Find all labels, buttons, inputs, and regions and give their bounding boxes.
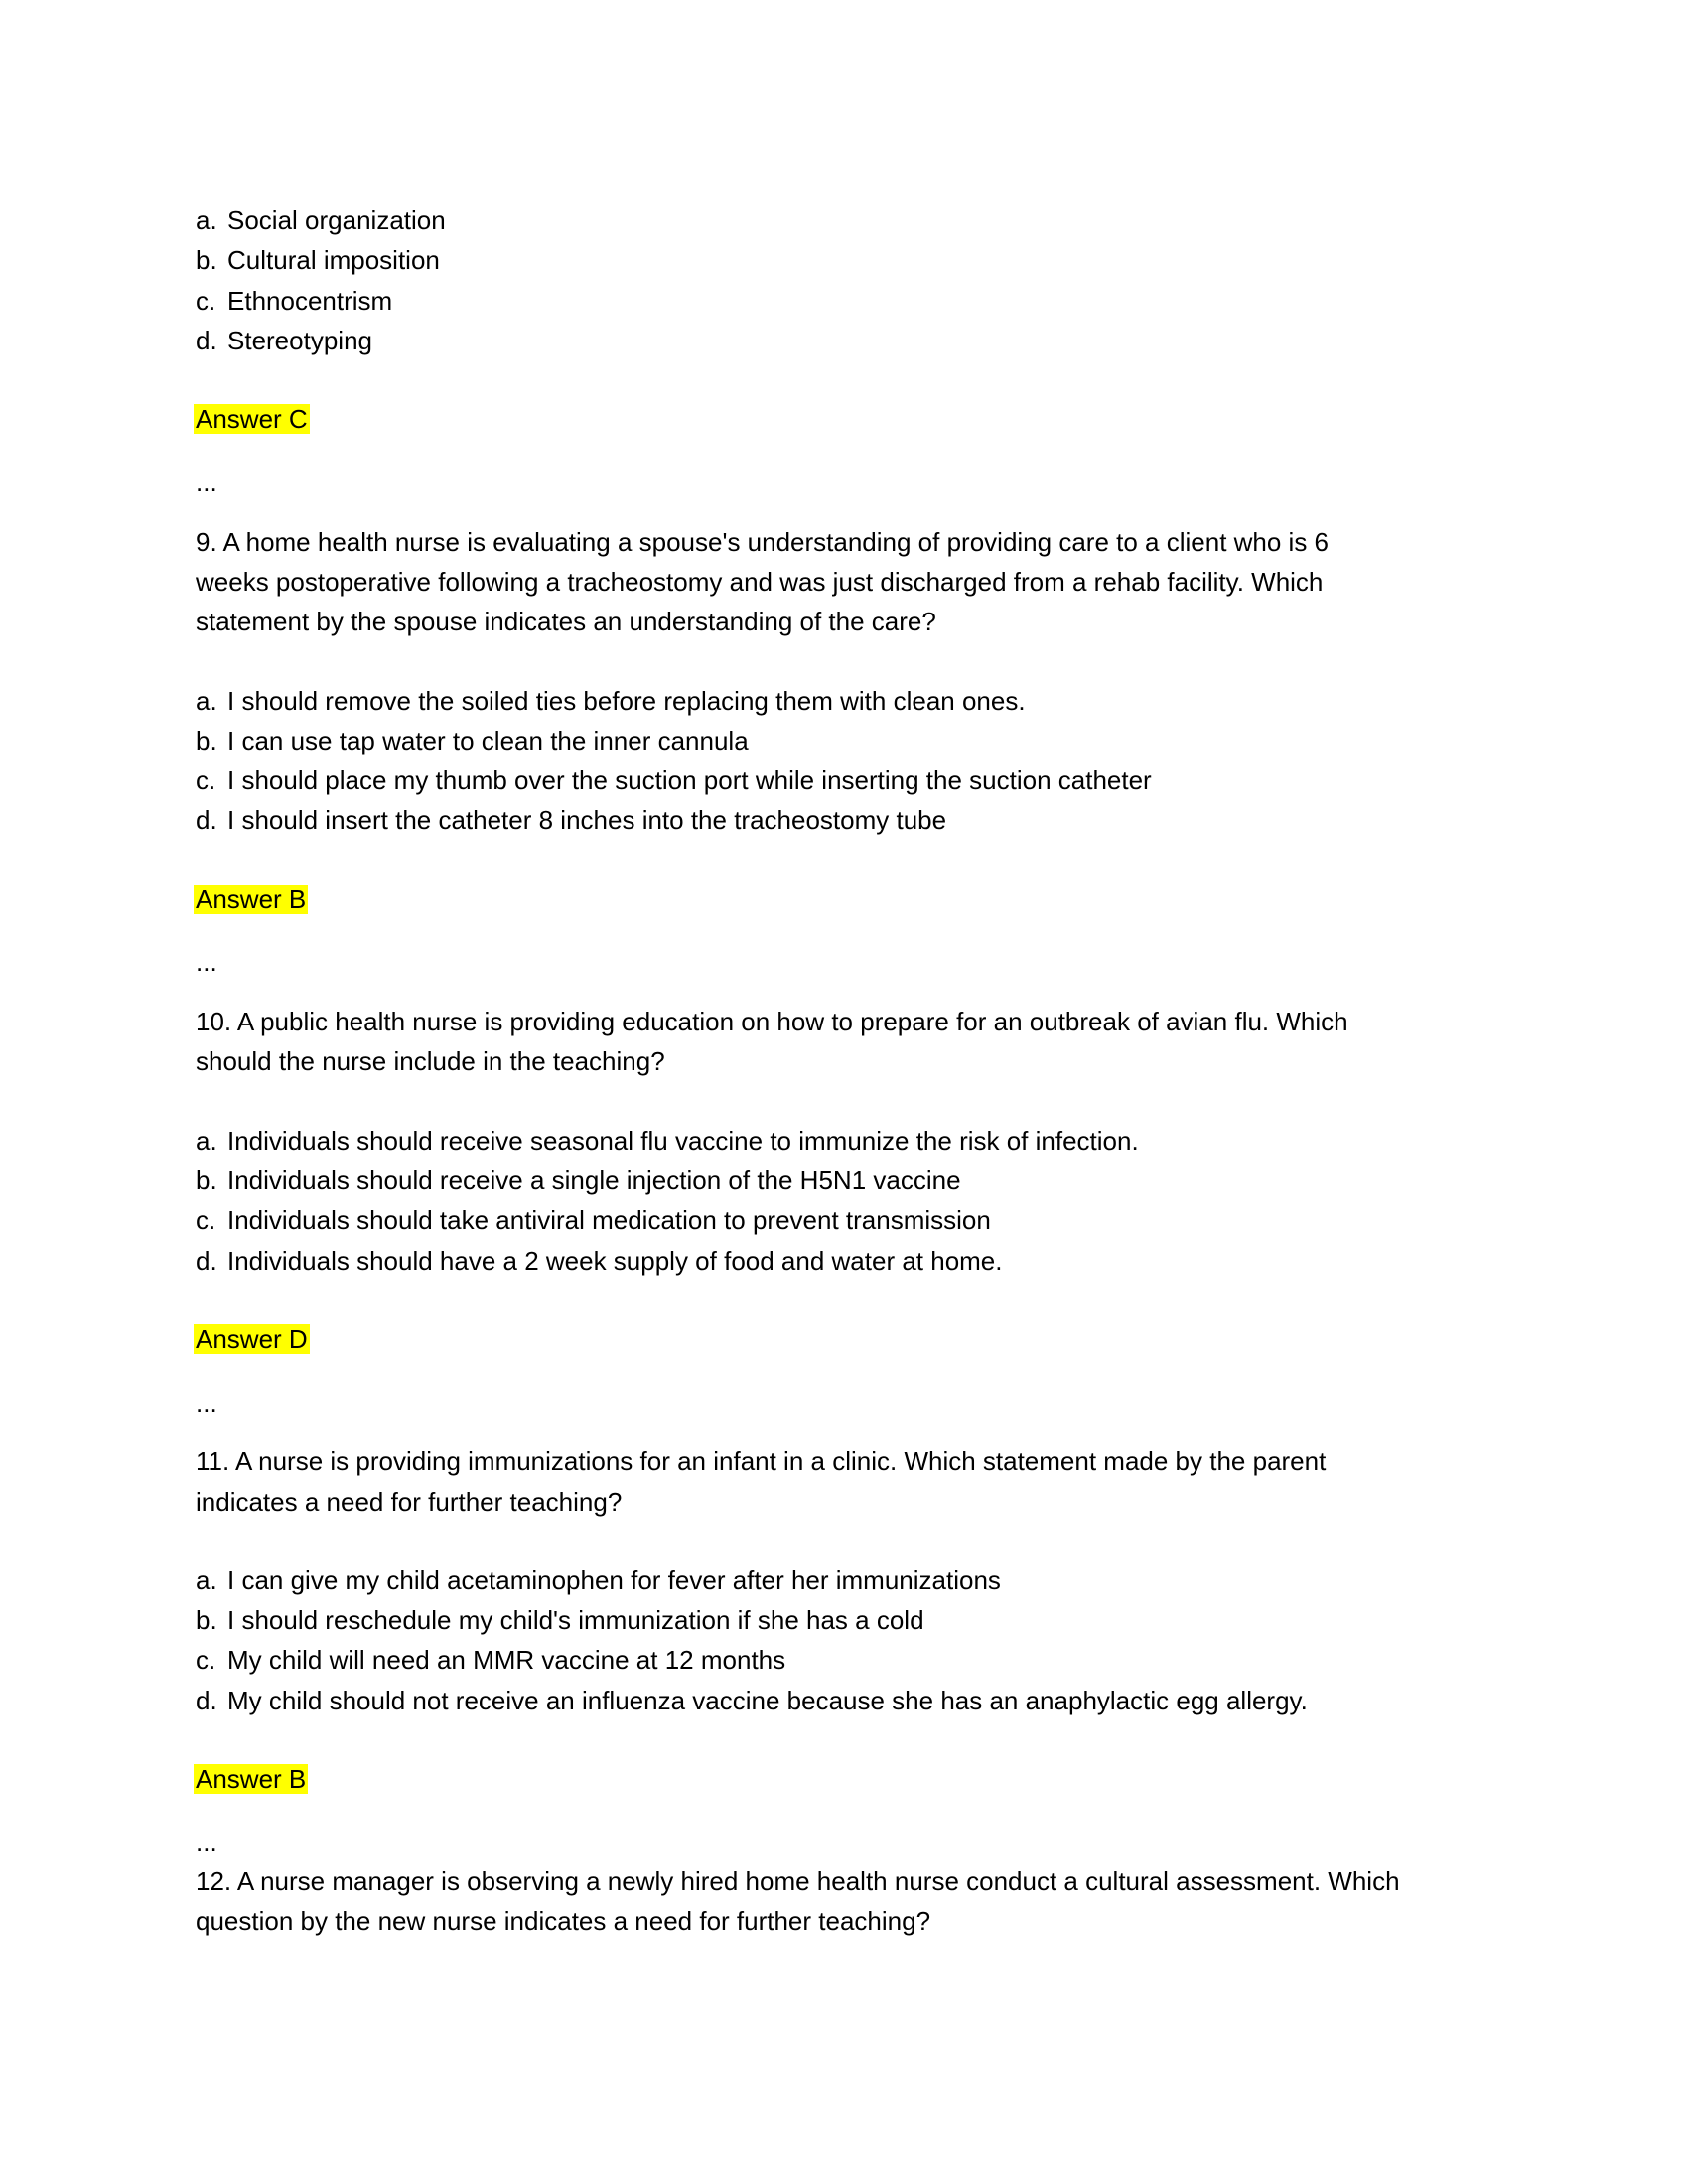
option-letter: d. [196, 805, 217, 835]
question-10-line: should the nurse include in the teaching? [196, 1046, 665, 1076]
question-12-line: 12. A nurse manager is observing a newly hired home health nurse conduct a cultural assessment. Which [196, 1866, 1400, 1896]
option-letter: c. [196, 1205, 216, 1235]
question-12-line: question by the new nurse indicates a need for further teaching? [196, 1906, 931, 1936]
answer-line [196, 1759, 308, 1799]
separator: ... [196, 468, 217, 497]
option-letter: d. [196, 326, 217, 355]
question-10-line: 10. A public health nurse is providing education on how to prepare for an outbreak of avian flu. Which [196, 1007, 1348, 1036]
option-letter: a. [196, 205, 217, 235]
option-letter: d. [196, 1686, 217, 1715]
separator: ... [196, 1388, 217, 1418]
option-letter: a. [196, 1126, 217, 1156]
option-text: Individuals should take antiviral medication to prevent transmission [227, 1205, 991, 1235]
option-letter: b. [196, 1605, 217, 1635]
separator: ... [196, 1828, 217, 1857]
option-text: Social organization [227, 205, 446, 235]
answer-line [196, 880, 308, 919]
option-letter: c. [196, 765, 216, 795]
option-text: Individuals should have a 2 week supply of food and water at home. [227, 1246, 1003, 1276]
question-9-line: statement by the spouse indicates an understanding of the care? [196, 607, 936, 636]
option-text: I can use tap water to clean the inner cannula [227, 726, 749, 755]
option-text: I should insert the catheter 8 inches into the tracheostomy tube [227, 805, 947, 835]
option-a [196, 1561, 1001, 1600]
option-b [196, 1600, 924, 1640]
option-b [196, 1160, 961, 1200]
answer-line [196, 1319, 310, 1359]
option-c [196, 281, 392, 321]
answer-highlight: Answer B [196, 885, 307, 914]
option-text: I should reschedule my child's immunization if she has a cold [227, 1605, 924, 1635]
option-a [196, 1121, 1139, 1160]
option-c [196, 1200, 991, 1240]
option-text: Individuals should receive seasonal flu vaccine to immunize the risk of infection. [227, 1126, 1139, 1156]
option-text: Stereotyping [227, 326, 372, 355]
option-text: My child should not receive an influenza vaccine because she has an anaphylactic egg allergy. [227, 1686, 1308, 1715]
option-d [196, 1681, 1308, 1720]
option-text: Ethnocentrism [227, 286, 393, 316]
option-text: I can give my child acetaminophen for fever after her immunizations [227, 1566, 1001, 1595]
option-letter: b. [196, 245, 217, 275]
answer-highlight: Answer B [196, 1764, 307, 1794]
question-9-line: weeks postoperative following a tracheostomy and was just discharged from a rehab facility. Which [196, 567, 1324, 597]
option-letter: b. [196, 1165, 217, 1195]
option-text: My child will need an MMR vaccine at 12 months [227, 1645, 786, 1675]
option-text: Individuals should receive a single injection of the H5N1 vaccine [227, 1165, 961, 1195]
option-d [196, 1241, 1003, 1281]
option-letter: a. [196, 1566, 217, 1595]
answer-highlight: Answer D [196, 1324, 308, 1354]
option-c [196, 1640, 785, 1680]
option-letter: d. [196, 1246, 217, 1276]
option-d [196, 321, 372, 360]
question-9-line: 9. A home health nurse is evaluating a spouse's understanding of providing care to a client who is 6 [196, 527, 1330, 557]
option-c [196, 760, 1152, 800]
option-text: Cultural imposition [227, 245, 440, 275]
option-a [196, 681, 1026, 721]
option-a [196, 201, 446, 240]
question-11-line: indicates a need for further teaching? [196, 1487, 623, 1517]
option-letter: c. [196, 1645, 216, 1675]
option-letter: a. [196, 686, 217, 716]
option-letter: b. [196, 726, 217, 755]
option-b [196, 240, 440, 280]
option-text: I should remove the soiled ties before replacing them with clean ones. [227, 686, 1026, 716]
option-letter: c. [196, 286, 216, 316]
question-11-line: 11. A nurse is providing immunizations for an infant in a clinic. Which statement made by the parent [196, 1446, 1327, 1476]
option-d [196, 800, 946, 840]
separator: ... [196, 947, 217, 977]
answer-highlight: Answer C [196, 404, 308, 434]
option-b [196, 721, 749, 760]
answer-line [196, 399, 310, 439]
option-text: I should place my thumb over the suction port while inserting the suction catheter [227, 765, 1152, 795]
